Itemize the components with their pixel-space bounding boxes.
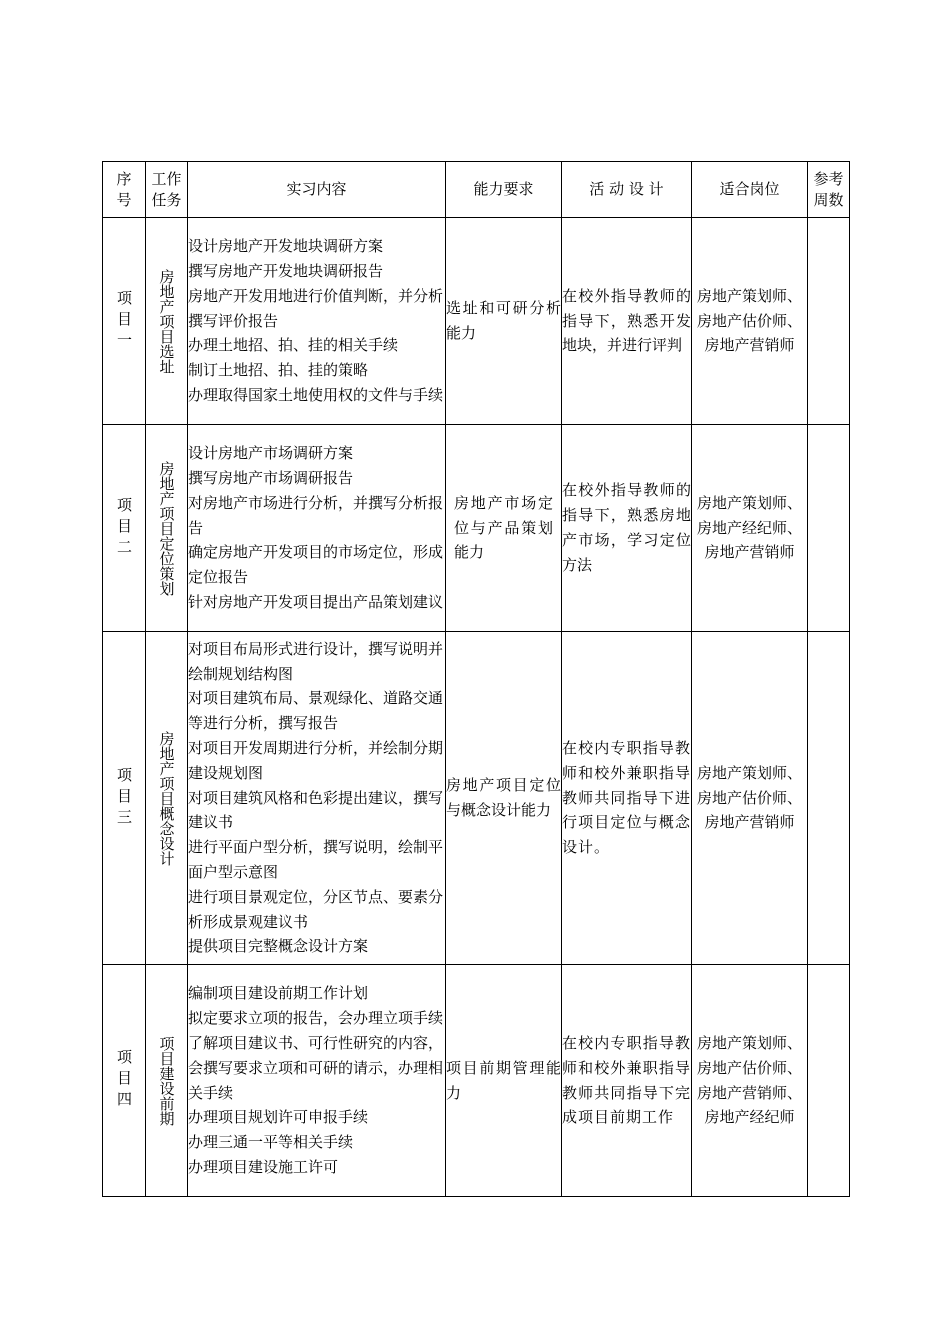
content-line: 撰写房地产市场调研报告 xyxy=(188,469,354,487)
header-activity: 活 动 设 计 xyxy=(562,162,692,218)
row-activity: 在校内专职指导教师和校外兼职指导教师共同指导下完成项目前期工作 xyxy=(562,965,692,1197)
row-weeks xyxy=(808,425,850,632)
table-row xyxy=(103,965,850,1197)
content-line: 办理土地招、拍、挂的相关手续 xyxy=(188,336,399,355)
header-row xyxy=(103,162,850,218)
content-line: 了解项目建议书、可行性研究的内容，会撰写要求立项和可研的请示，办理相关手续 xyxy=(188,1033,444,1102)
row-posts: 房地产策划师、 房地产估价师、 房地产营销师、 房地产经纪师 xyxy=(692,965,808,1197)
header-seq: 序号 xyxy=(103,162,146,218)
content-line: 进行项目景观定位，分区节点、要素分析形成景观建议书 xyxy=(188,887,444,931)
row-activity: 在校外指导教师的指导下，熟悉开发地块，并进行评判 xyxy=(562,218,692,425)
content-line: 进行平面户型分析，撰写说明，绘制平面户型示意图 xyxy=(188,838,444,881)
header-weeks: 参考周数 xyxy=(808,162,850,218)
content-line: 设计房地产市场调研方案 xyxy=(188,444,354,463)
row-weeks xyxy=(808,965,850,1197)
content-line: 对房地产市场进行分析，并撰写分析报告 xyxy=(188,493,444,537)
row-content xyxy=(188,965,446,1197)
row-content xyxy=(188,218,446,425)
row-activity: 在校内专职指导教师和校外兼职指导教师共同指导下进行项目定位与概念设计。 xyxy=(562,632,692,965)
content-line: 针对房地产开发项目提出产品策划建议 xyxy=(188,592,444,611)
row-posts: 房地产策划师、 房地产估价师、 房地产营销师 xyxy=(692,218,808,425)
row-ability: 房地产市场定位与产品策划能力 xyxy=(446,425,562,632)
row-weeks xyxy=(808,632,850,965)
content-line: 对项目布局形式进行设计，撰写说明并绘制规划结构图 xyxy=(188,639,444,683)
table-row xyxy=(103,632,850,965)
content-line: 确定房地产开发项目的市场定位，形成定位报告 xyxy=(188,543,444,587)
content-line: 对项目建筑布局、景观绿化、道路交通等进行分析，撰写报告 xyxy=(188,689,444,733)
row-ability: 项目前期管理能力 xyxy=(446,965,562,1197)
internship-table xyxy=(102,161,850,1197)
content-line: 提供项目完整概念设计方案 xyxy=(188,937,369,956)
row-seq: 项目一 xyxy=(103,218,146,425)
row-seq: 项目三 xyxy=(103,632,146,965)
row-weeks xyxy=(808,218,850,425)
row-task: 房地产项目定位策划 xyxy=(146,425,188,632)
row-content xyxy=(188,425,446,632)
content-line: 房地产开发用地进行价值判断，并分析撰写评价报告 xyxy=(188,286,444,330)
row-seq: 项目二 xyxy=(103,425,146,632)
content-line: 设计房地产开发地块调研方案 xyxy=(188,237,384,256)
header-posts: 适合岗位 xyxy=(692,162,808,218)
content-line: 编制项目建设前期工作计划 xyxy=(188,984,369,1003)
content-line: 制订土地招、拍、挂的策略 xyxy=(188,361,369,380)
content-line: 撰写房地产开发地块调研报告 xyxy=(188,262,384,280)
row-task: 房地产项目概念设计 xyxy=(146,632,188,965)
row-activity: 在校外指导教师的指导下，熟悉房地产市场，学习定位方法 xyxy=(562,425,692,632)
content-line: 办理项目建设施工许可 xyxy=(188,1157,339,1176)
row-task: 房地产项目选址 xyxy=(146,218,188,425)
row-content xyxy=(188,632,446,965)
table-row xyxy=(103,425,850,632)
content-line: 办理项目规划许可申报手续 xyxy=(188,1108,369,1127)
row-ability: 房地产项目定位与概念设计能力 xyxy=(446,632,562,965)
content-line: 拟定要求立项的报告，会办理立项手续 xyxy=(188,1009,444,1028)
table-row xyxy=(103,218,850,425)
header-ability: 能力要求 xyxy=(446,162,562,218)
header-task: 工作任务 xyxy=(146,162,188,218)
row-ability: 选址和可研分析能力 xyxy=(446,218,562,425)
content-line: 对项目建筑风格和色彩提出建议，撰写建议书 xyxy=(188,788,444,832)
row-posts: 房地产策划师、 房地产经纪师、 房地产营销师 xyxy=(692,425,808,632)
content-line: 对项目开发周期进行分析，并绘制分期建设规划图 xyxy=(188,739,444,782)
row-seq: 项目四 xyxy=(103,965,146,1197)
content-line: 办理三通一平等相关手续 xyxy=(188,1133,354,1152)
row-task: 项目建设前期 xyxy=(146,965,188,1197)
content-line: 办理取得国家土地使用权的文件与手续 xyxy=(188,385,444,404)
row-posts: 房地产策划师、 房地产估价师、 房地产营销师 xyxy=(692,632,808,965)
header-content: 实习内容 xyxy=(188,162,446,218)
